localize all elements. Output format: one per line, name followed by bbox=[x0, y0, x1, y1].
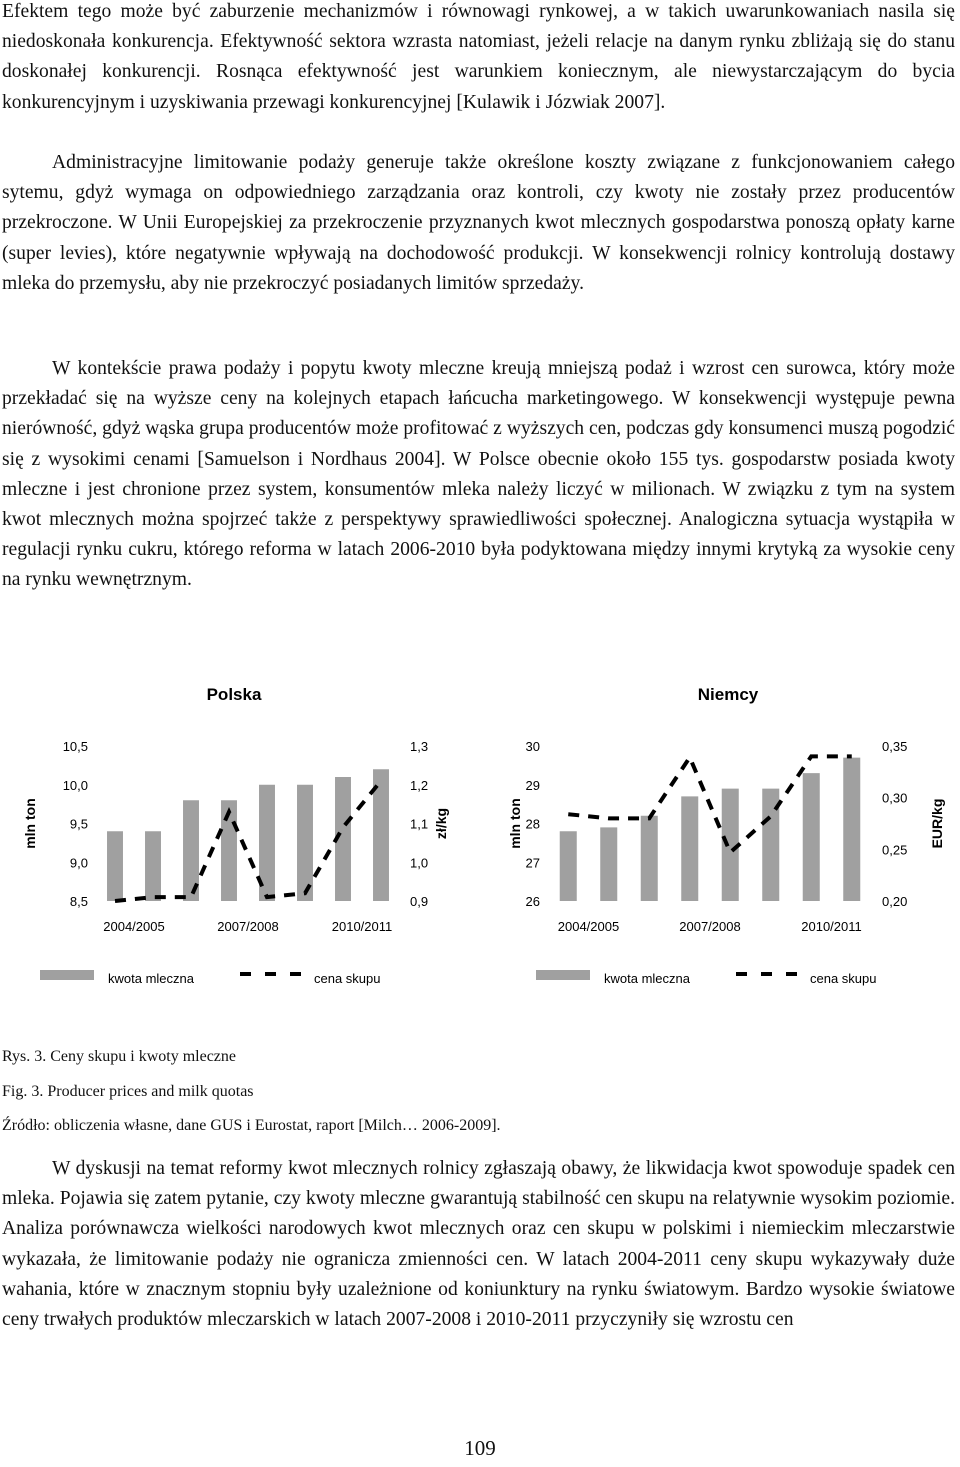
bar bbox=[145, 831, 161, 901]
bar bbox=[681, 796, 698, 901]
x-tick-label: 2007/2008 bbox=[217, 919, 279, 934]
y2-tick-label: 1,1 bbox=[410, 816, 429, 832]
legend-label: cena skupu bbox=[810, 971, 877, 986]
paragraph-2: Administracyjne limitowanie podaży generuje także określone koszty związane z funkcjonowaniem całego sytemu, gdyż wymaga on odpowiedniego zarządzania oraz kontroli, czy kwoty nie zostały przez producentów przekroczone. W Unii Europejskiej za przekroczenie przyznanych kwot mlecznych gospodarstwa ponoszą opłaty karne (super levies), które negatywnie wpływają na dochodowość produkcji. W konsekwencji rolnicy kontrolują dostawy mleka do przemysłu, aby nie przekroczyć posiadanych limitów sprzedaży. bbox=[2, 152, 955, 294]
y2-tick-label: 0,35 bbox=[882, 739, 908, 754]
y-tick-label: 10,0 bbox=[62, 777, 88, 793]
y-tick-label: 8,5 bbox=[69, 894, 88, 909]
y2-tick-label: 1,0 bbox=[410, 855, 429, 871]
chart-niemcy bbox=[480, 675, 960, 1005]
chart-title: Niemcy bbox=[697, 685, 759, 704]
x-tick-label: 2004/2005 bbox=[103, 919, 165, 934]
legend-label: kwota mleczna bbox=[604, 971, 690, 986]
y2-tick-label: 0,20 bbox=[882, 894, 908, 909]
figure-caption-pl: Rys. 3. Ceny skupu i kwoty mleczne bbox=[2, 1048, 236, 1065]
y2-tick-label: 1,2 bbox=[410, 777, 429, 793]
y-tick-label: 30 bbox=[525, 739, 540, 754]
bar bbox=[560, 831, 577, 901]
legend-bar-swatch bbox=[536, 970, 590, 980]
y-tick-label: 9,5 bbox=[69, 816, 88, 832]
paragraph-1: Efektem tego może być zaburzenie mechanizmów i równowagi rynkowej, a w takich uwarunkowaniach nasila się niedoskonała konkurencja. Efektywność sektora wzrasta natomiast, jeżeli relacje na danym rynku zbliżają się do stanu doskonałej konkurencji. Rosnąca efektywność jest warunkiem koniecznym, ale niewystarczającym do bycia konkurencyjnym i uzyskiwania przewagi konkurencyjnej [Kulawik i Józwiak 2007]. bbox=[2, 1, 955, 113]
bar bbox=[843, 758, 860, 901]
chart-polska bbox=[0, 675, 480, 1005]
x-tick-label: 2010/2011 bbox=[331, 919, 393, 934]
y2-tick-label: 0,25 bbox=[882, 842, 908, 858]
bar bbox=[107, 831, 123, 901]
y-axis-label: mln ton bbox=[22, 798, 38, 849]
paragraph-3: W kontekście prawa podaży i popytu kwoty mleczne kreują mniejszą podaż i wzrost cen surowca, który może przekładać się na wyższe ceny na kolejnych etapach łańcucha marketingowego. W konsekwencji występuje pewna nierówność, gdyż wąska grupa producentów może profitować z wyższych cen, podczas gdy konsumenci muszą pogodzić się z wysokimi cenami [Samuelson i Nordhaus 2004]. W Polsce obecnie około 155 tys. gospodarstw posiada kwoty mleczne i jest chronione przez system, konsumentów mleka należy liczyć w milionach. W związku z tym na system kwot mlecznych można spojrzeć także z perspektywy sprawiedliwości społecznej. Analogiczna sytuacja wystąpiła w regulacji rynku cukru, którego reforma w latach 2006-2010 była podyktowana między innymi krytyką za wysokie ceny na rynku wewnętrznym. bbox=[2, 358, 955, 591]
legend-label: cena skupu bbox=[314, 971, 381, 986]
y2-tick-label: 1,3 bbox=[410, 739, 429, 754]
x-tick-label: 2004/2005 bbox=[557, 919, 620, 934]
y-tick-label: 26 bbox=[525, 894, 540, 909]
y2-axis-label: EUR/kg bbox=[929, 798, 945, 849]
bar bbox=[600, 827, 617, 901]
y2-axis-label: zł/kg bbox=[433, 807, 449, 840]
legend-label: kwota mleczna bbox=[108, 971, 194, 986]
x-tick-label: 2007/2008 bbox=[679, 919, 741, 934]
figure-caption-en: Fig. 3. Producer prices and milk quotas bbox=[2, 1083, 254, 1100]
y-tick-label: 28 bbox=[525, 816, 540, 832]
y2-tick-label: 0,9 bbox=[410, 894, 429, 909]
legend-bar-swatch bbox=[40, 970, 94, 980]
bar bbox=[297, 785, 313, 901]
bar bbox=[641, 816, 658, 901]
chart-title: Polska bbox=[206, 685, 262, 704]
y-tick-label: 9,0 bbox=[69, 855, 88, 871]
y-axis-label: mln ton bbox=[507, 798, 523, 849]
figure-source: Źródło: obliczenia własne, dane GUS i Eurostat, raport [Milch… 2006-2009]. bbox=[2, 1117, 501, 1134]
bar bbox=[803, 773, 820, 901]
y-tick-label: 27 bbox=[525, 855, 540, 871]
paragraph-4: W dyskusji na temat reformy kwot mlecznych rolnicy zgłaszają obawy, że likwidacja kwot spowoduje spadek cen mleka. Pojawia się zatem pytanie, czy kwoty mleczne gwarantują stabilność cen skupu na relatywnie wysokim poziomie. Analiza porównawcza wielkości narodowych kwot mlecznych oraz cen skupu w polskimi i niemieckim mleczarstwie wykazała, że limitowanie podaży nie ogranicza zmienności cen. W latach 2004-2011 ceny skupu wykazywały duże wahania, które w znacznym stopniu były uzależnione od koniunktury na rynku światowym. Bardzo wysokie światowe ceny trwałych produktów mleczarskich w latach 2007-2008 i 2010-2011 przyczyniły się wzrostu cen bbox=[2, 1158, 955, 1331]
y-tick-label: 29 bbox=[525, 777, 540, 793]
x-tick-label: 2010/2011 bbox=[801, 919, 862, 934]
y2-tick-label: 0,30 bbox=[882, 790, 908, 806]
y-tick-label: 10,5 bbox=[62, 739, 88, 754]
page-number: 109 bbox=[464, 1436, 496, 1460]
